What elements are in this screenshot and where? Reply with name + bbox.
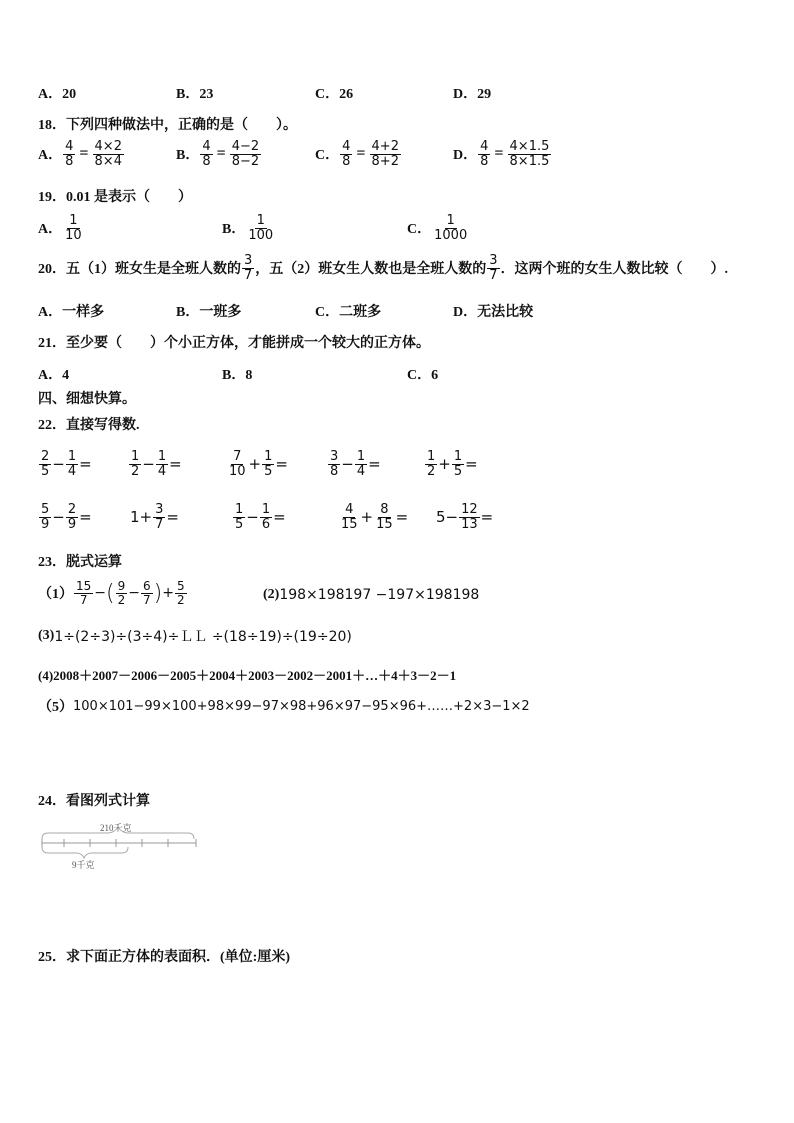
q24-top-label: 210千克 [100, 823, 132, 833]
section-four-heading: 四、细想快算。 [38, 392, 136, 407]
q22-r1-item-2: $\frac{1}{2}$ − $\frac{1}{4}$ = [131, 449, 182, 479]
q18-option-c: C． $\frac{4}{8}$ = $\frac{4+2}{8+2}$ [315, 139, 399, 169]
q20-option-c: C．二班多 [315, 305, 382, 320]
q21-option-a: A．4 [38, 368, 70, 383]
q23-part-5: （5） 100×101−99×100+98×99−97×98+96×97−95×96+……+2×3−1×2 [38, 698, 530, 715]
q25-stem: 25．求下面正方体的表面积．(单位:厘米) [38, 950, 290, 965]
q22-r2-item-1: $\frac{5}{9}$ − $\frac{2}{9}$ = [41, 502, 92, 532]
q23-part-2: (2) 198×198197 −197×198198 [263, 587, 480, 603]
q21-stem: 21．至少要（ ）个小正方体，才能拼成一个较大的正方体。 [38, 336, 430, 351]
q22-r1-item-3: $\frac{7}{10}$ + $\frac{1}{5}$ = [229, 449, 288, 479]
q22-r1-item-5: $\frac{1}{2}$ + $\frac{1}{5}$ = [427, 449, 478, 479]
q18-option-a: A． $\frac{4}{8}$ = $\frac{4\times 2}{8\times 4}$ [38, 139, 122, 169]
q20-stem: 20．五（1）班女生是全班人数的 $\frac{3}{7}$ ，五（2）班女生人数也是全班人数的 $\frac{3}{7}$ ．这两个班的女生人数比较（ ）. [38, 253, 729, 283]
q19-option-b: B． $\frac{1}{100}$ [222, 213, 274, 243]
q24-stem: 24．看图列式计算 [38, 794, 150, 809]
q22-r2-item-3: $\frac{1}{5}$ − $\frac{1}{6}$ = [235, 502, 286, 532]
q20-option-a: A．一样多 [38, 305, 105, 320]
q22-r2-item-2: 1 + $\frac{3}{7}$ = [130, 502, 179, 532]
q22-r1-item-4: $\frac{3}{8}$ − $\frac{1}{4}$ = [330, 449, 381, 479]
q24-bottom-label: 9千克 [72, 860, 95, 870]
q19-stem: 19．0.01 是表示（ ） [38, 190, 192, 205]
q19-option-a: A． $\frac{1}{10}$ [38, 213, 82, 243]
q17-option-d: D．29 [453, 87, 492, 102]
q22-r1-item-1: $\frac{2}{5}$ − $\frac{1}{4}$ = [41, 449, 92, 479]
q22-stem: 22．直接写得数. [38, 418, 140, 433]
q18-option-d: D． $\frac{4}{8}$ = $\frac{4\times 1.5}{8\times 1.5}$ [453, 139, 550, 169]
q21-option-b: B．8 [222, 368, 253, 383]
q20-option-b: B．一班多 [176, 305, 242, 320]
q17-option-a: A．20 [38, 87, 77, 102]
bottom-brace [42, 847, 128, 858]
q24-diagram [38, 818, 200, 874]
q19-option-c: C． $\frac{1}{1000}$ [407, 213, 468, 243]
q17-option-c: C．26 [315, 87, 354, 102]
q23-stem: 23．脱式运算 [38, 555, 122, 570]
q22-r2-item-5: 5 − $\frac{12}{13}$ = [436, 502, 494, 532]
q22-r2-item-4: $\frac{4}{15}$ + $\frac{8}{15}$ = [341, 502, 409, 532]
q23-part-3: (3) 1÷(2÷3)÷(3÷4)÷ＬＬ ÷(18÷19)÷(19÷20) [38, 628, 352, 645]
q18-stem: 18．下列四种做法中，正确的是（ ）。 [38, 118, 297, 133]
q23-part-1: （1） $\frac{15}{7}$ − ( $\frac{9}{2}$ − $\frac{6}{7}$ ) + $\frac{5}{2}$ [38, 579, 185, 607]
q21-option-c: C．6 [407, 368, 439, 383]
q20-option-d: D．无法比较 [453, 305, 534, 320]
q17-option-b: B．23 [176, 87, 214, 102]
q23-part-4: (4)2008＋2007－2006－2005＋2004＋2003－2002－2001＋…＋4＋3－2－1 [38, 668, 457, 683]
q18-option-b: B． $\frac{4}{8}$ = $\frac{4-2}{8-2}$ [176, 139, 260, 169]
